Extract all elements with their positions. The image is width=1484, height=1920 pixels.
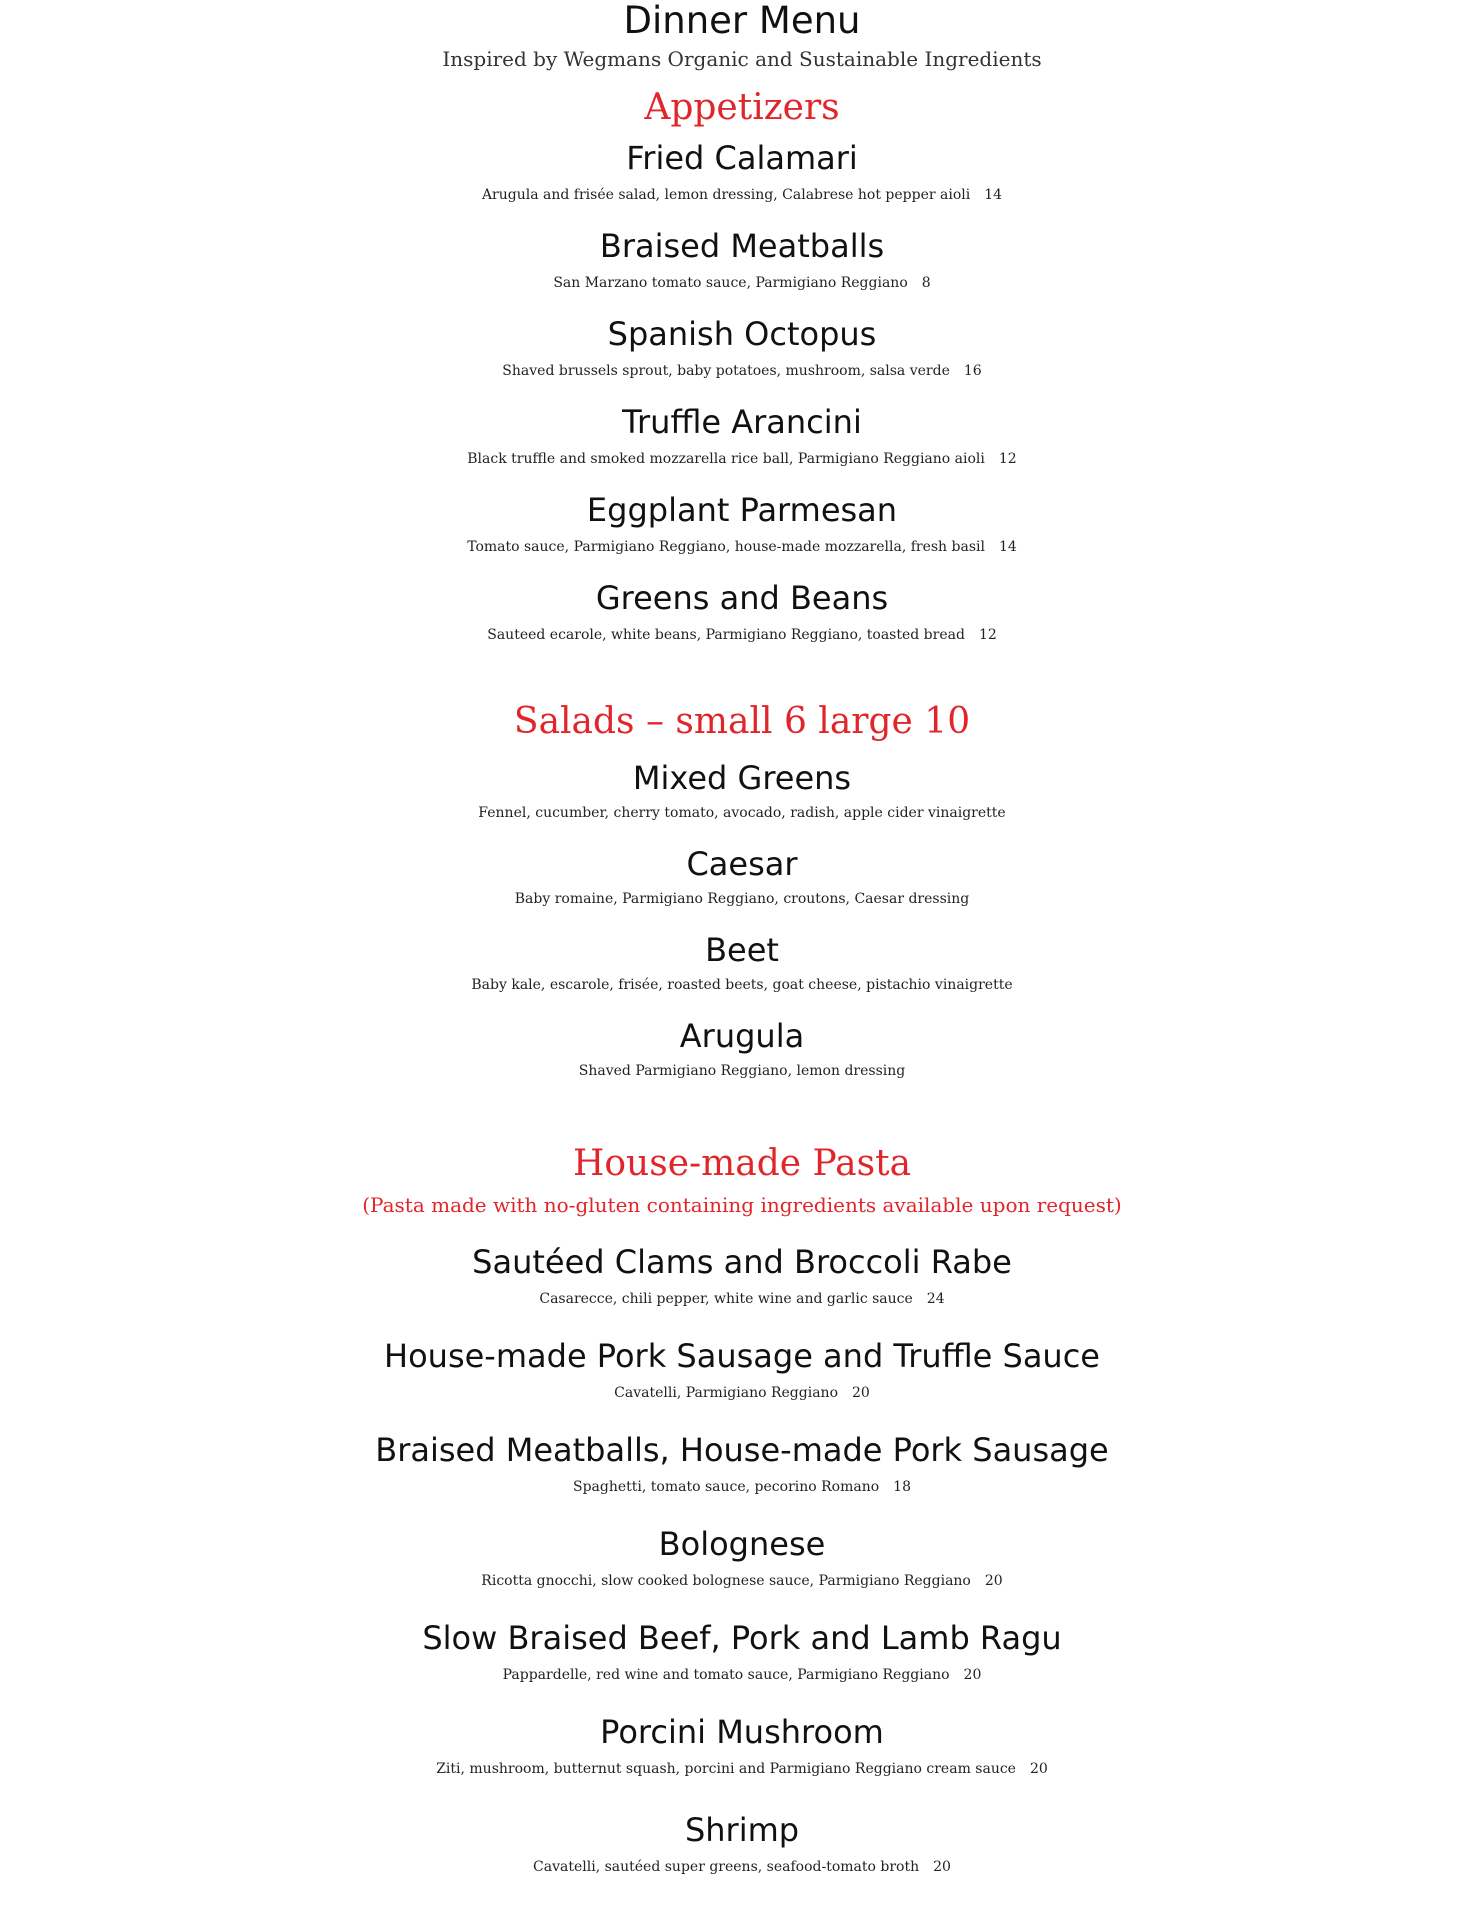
menu-item-price: 20: [984, 1573, 1003, 1589]
menu-item-description-text: Cavatelli, sautéed super greens, seafood-tomato broth: [533, 1859, 920, 1875]
menu-item-description: [0, 1752, 1484, 1786]
menu-item-name: Caesar: [686, 845, 798, 883]
menu-item-description: [0, 1470, 1484, 1504]
section-heading-appetizers: Appetizers: [644, 87, 840, 128]
menu-item-description-text: Pappardelle, red wine and tomato sauce, Parmigiano Reggiano: [502, 1667, 950, 1683]
menu-item-name: Greens and Beans: [595, 579, 889, 617]
menu-item-name: Braised Meatballs, House-made Pork Sausage: [375, 1431, 1109, 1469]
menu-item-description: [0, 1850, 1484, 1884]
menu-item-name: House-made Pork Sausage and Truffle Sauce: [384, 1337, 1100, 1375]
menu-item-description: [0, 354, 1484, 388]
menu-item-price: 12: [978, 627, 997, 643]
menu-title: Dinner Menu: [623, 0, 861, 42]
menu-item-price: 16: [963, 363, 982, 379]
menu-item-description: [0, 1376, 1484, 1410]
menu-item-description-text: Fennel, cucumber, cherry tomato, avocado, radish, apple cider vinaigrette: [478, 805, 1006, 821]
menu-item-description-text: Ziti, mushroom, butternut squash, porcini and Parmigiano Reggiano cream sauce: [436, 1761, 1016, 1777]
menu-item-price: 14: [998, 539, 1017, 555]
menu-item-description-text: Cavatelli, Parmigiano Reggiano: [614, 1385, 838, 1401]
menu-item-description: [0, 968, 1484, 1002]
menu-item-name: Slow Braised Beef, Pork and Lamb Ragu: [422, 1619, 1062, 1657]
menu-item-description: [0, 796, 1484, 830]
menu-subtitle: Inspired by Wegmans Organic and Sustainable Ingredients: [442, 47, 1042, 71]
menu-item-description-text: Spaghetti, tomato sauce, pecorino Romano: [573, 1479, 880, 1495]
menu-item-name: Fried Calamari: [626, 139, 858, 177]
section-heading-salads: Salads – small 6 large 10: [513, 701, 971, 742]
menu-item-price: 18: [893, 1479, 911, 1495]
menu-item-description-text: Black truffle and smoked mozzarella rice ball, Parmigiano Reggiano aioli: [467, 451, 985, 467]
menu-item-description: [0, 266, 1484, 300]
menu-item-name: Braised Meatballs: [599, 227, 885, 265]
section-heading-pasta: House-made Pasta: [572, 1143, 912, 1184]
menu-item-price: 14: [984, 187, 1003, 203]
menu-item-price: 20: [1029, 1761, 1048, 1777]
menu-item-description: [0, 1282, 1484, 1316]
menu-item-description: [0, 1564, 1484, 1598]
menu-item-price: 24: [926, 1291, 945, 1307]
menu-item-name: Sautéed Clams and Broccoli Rabe: [472, 1243, 1012, 1281]
menu-item-price: 20: [933, 1859, 951, 1875]
menu-item-name: Truffle Arancini: [622, 403, 862, 441]
menu-item-description: [0, 178, 1484, 212]
menu-item-price: 20: [852, 1385, 870, 1401]
menu-item-price: 8: [921, 275, 931, 291]
menu-item-description-text: Tomato sauce, Parmigiano Reggiano, house-made mozzarella, fresh basil: [467, 539, 985, 555]
menu-item-description-text: Shaved Parmigiano Reggiano, lemon dressing: [578, 1063, 906, 1079]
menu-item-description-text: Baby kale, escarole, frisée, roasted beets, goat cheese, pistachio vinaigrette: [471, 977, 1013, 993]
menu-item-price: 20: [963, 1667, 982, 1683]
menu-item-description-text: Arugula and frisée salad, lemon dressing, Calabrese hot pepper aioli: [481, 187, 971, 203]
menu-item-price: 12: [998, 451, 1017, 467]
menu-item-description-text: Sauteed ecarole, white beans, Parmigiano Reggiano, toasted bread: [487, 627, 965, 643]
menu-item-description-text: San Marzano tomato sauce, Parmigiano Reggiano: [553, 275, 908, 291]
menu-item-description-text: Baby romaine, Parmigiano Reggiano, croutons, Caesar dressing: [514, 891, 970, 907]
menu-item-description: [0, 530, 1484, 564]
menu-item-name: Spanish Octopus: [607, 315, 877, 353]
menu-item-name: Arugula: [679, 1017, 805, 1055]
menu-item-description: [0, 1054, 1484, 1088]
menu-item-name: Mixed Greens: [632, 759, 852, 797]
menu-item-description: [0, 618, 1484, 652]
menu-item-description-text: Shaved brussels sprout, baby potatoes, mushroom, salsa verde: [502, 363, 950, 379]
menu-item-description: [0, 1658, 1484, 1692]
menu-item-description: [0, 882, 1484, 916]
menu-item-name: Eggplant Parmesan: [586, 491, 898, 529]
menu-item-description-text: Casarecce, chili pepper, white wine and garlic sauce: [539, 1291, 913, 1307]
section-note-gluten: (Pasta made with no-gluten containing ingredients available upon request): [362, 1193, 1122, 1217]
menu-item-name: Beet: [705, 931, 779, 969]
menu-item-description: [0, 442, 1484, 476]
menu-item-name: Shrimp: [684, 1811, 800, 1849]
menu-item-name: Porcini Mushroom: [600, 1713, 884, 1751]
menu-item-name: Bolognese: [658, 1525, 826, 1563]
menu-item-description-text: Ricotta gnocchi, slow cooked bolognese sauce, Parmigiano Reggiano: [481, 1573, 971, 1589]
